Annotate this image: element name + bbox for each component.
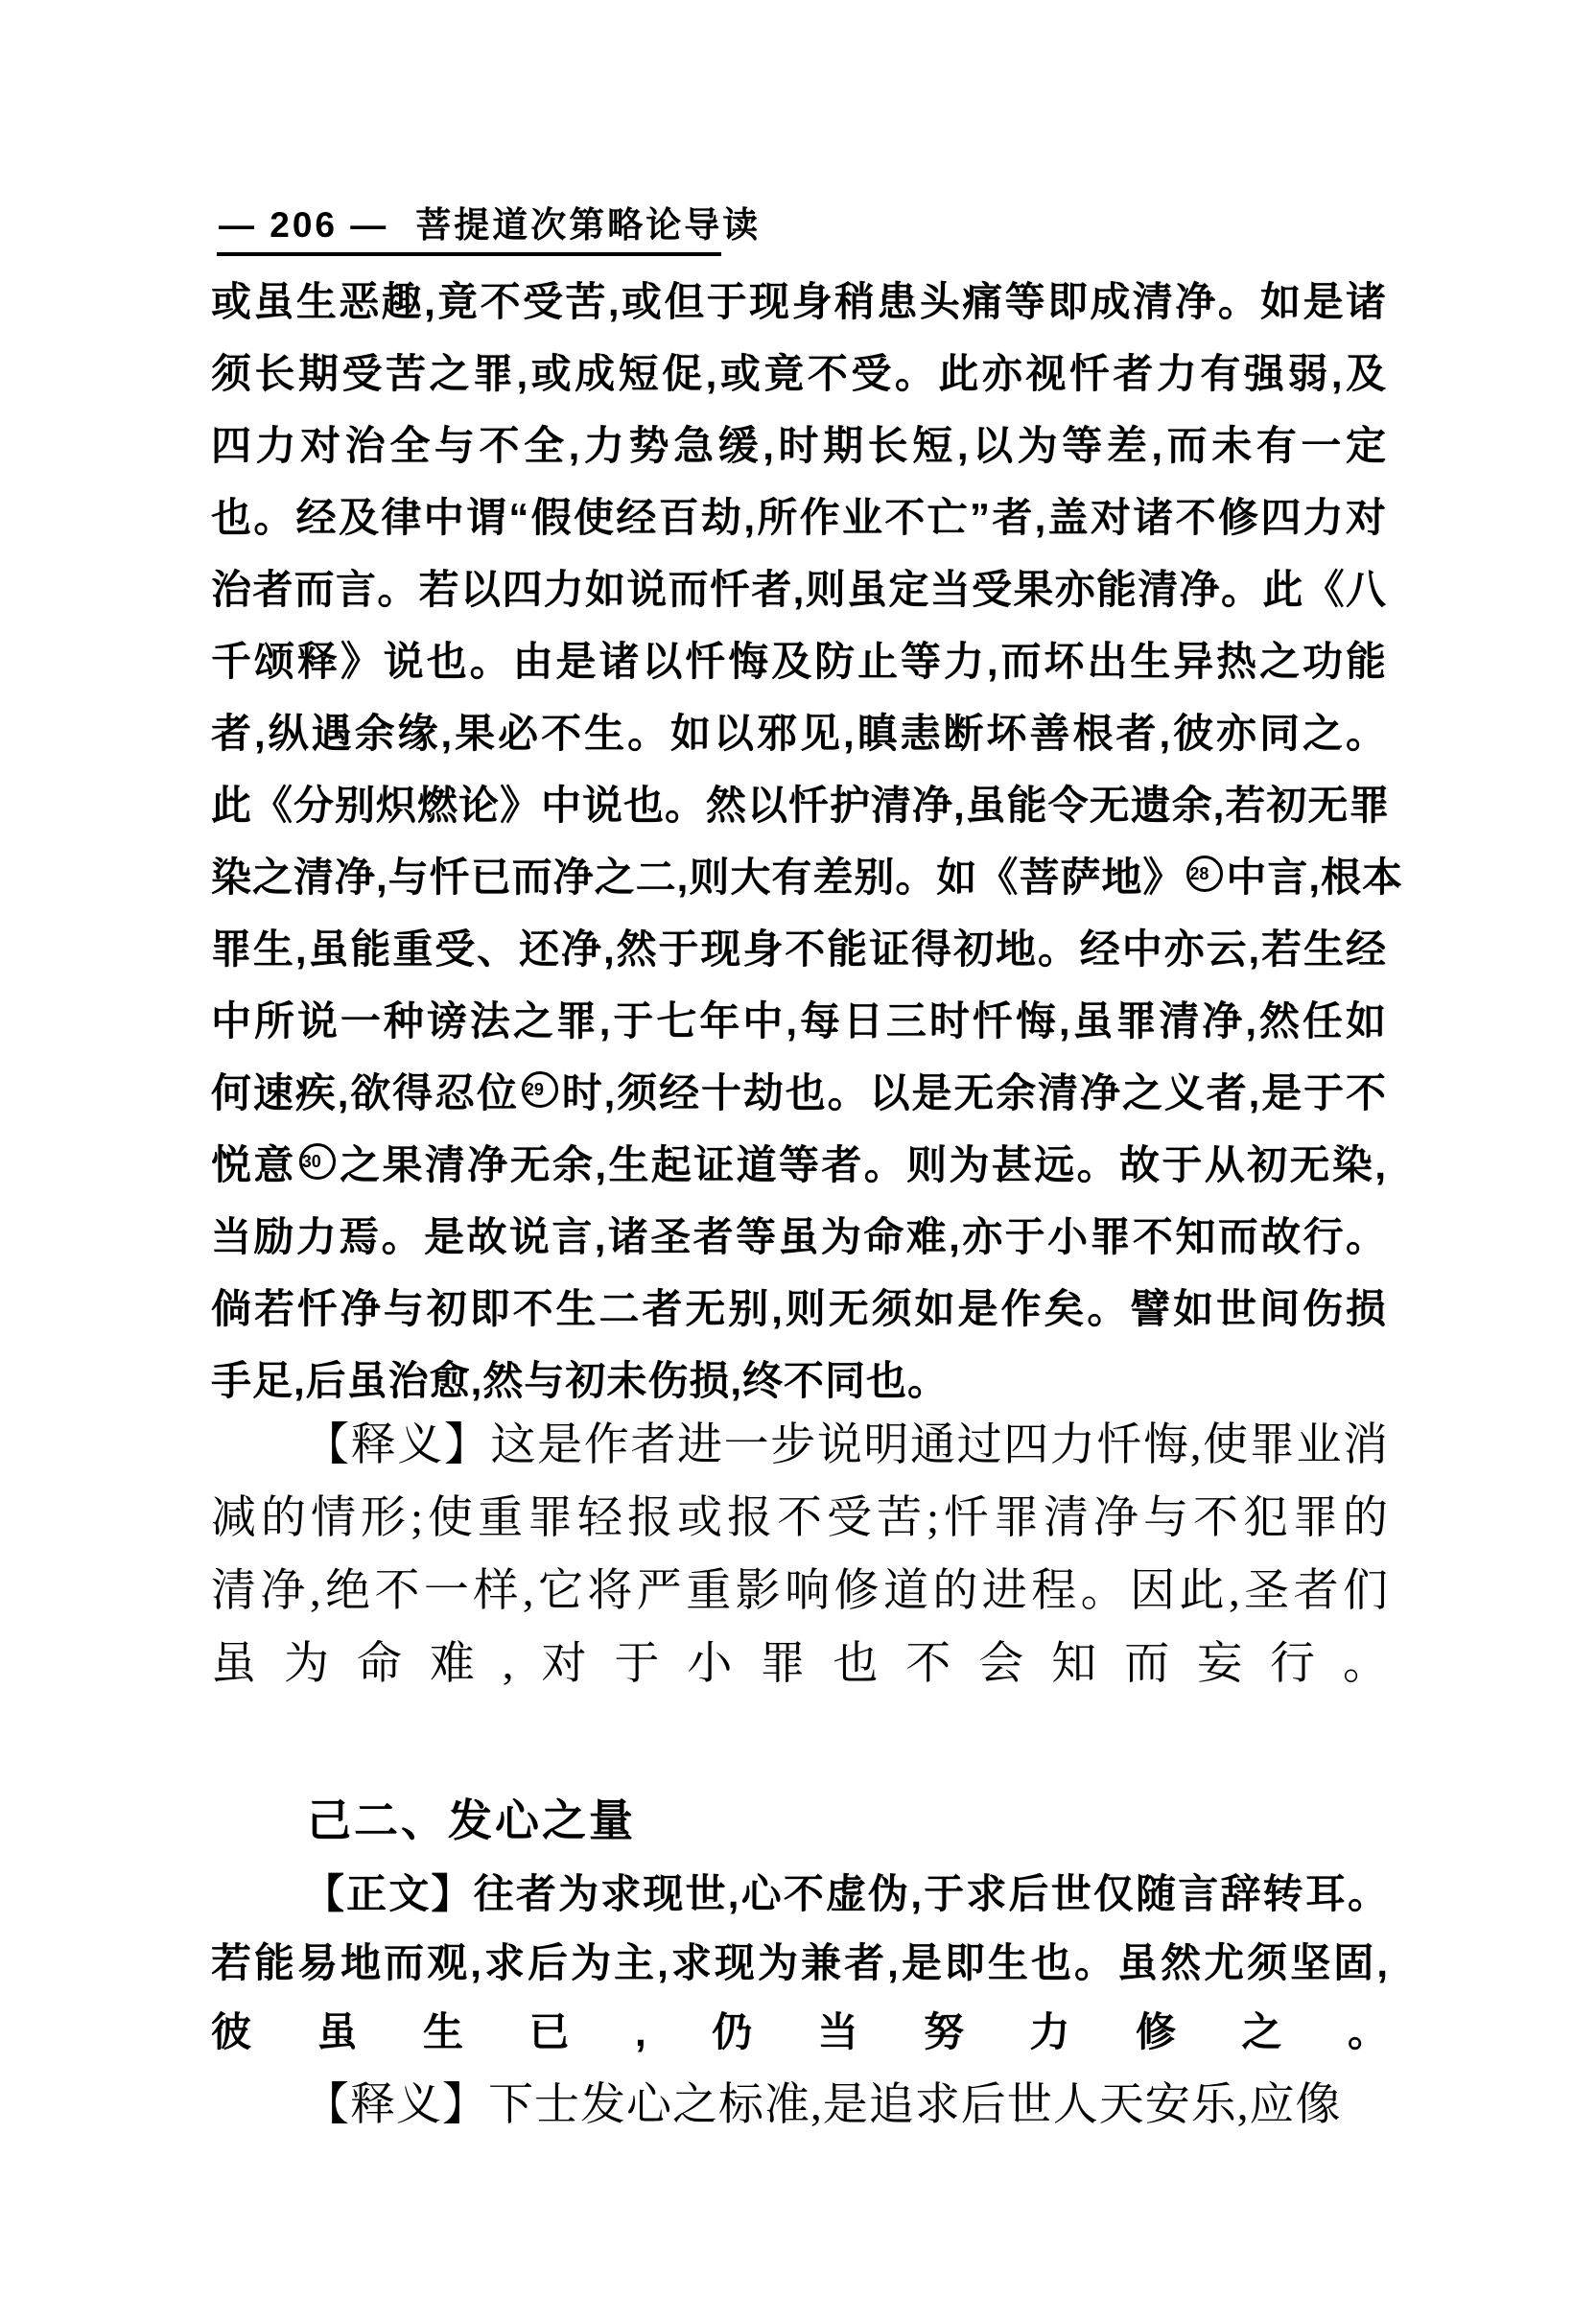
body-line [211,1057,1387,1129]
zhengwen-line: 【正文】往者为求现世,心不虚伪,于求后世仅随言辞转耳。 [304,1871,1389,1916]
shiyi-line: 虽为命难,对于小罪也不会知而妄行。 [211,1639,1389,1689]
footnote-ref-29: 29 [522,1071,558,1108]
shiyi-line: 清净,绝不一样,它将严重影响修道的进程。因此,圣者们 [211,1566,1389,1616]
zhengwen-block-2 [211,1860,1389,2067]
body-line-text: 时,须经十劫也。以是无余清净之义者,是于不 [560,1070,1387,1115]
body-line-text: 中言,根本 [1226,855,1404,900]
body-line: 千颂释》说也。由是诸以忏悔及防止等力,而坏出生异热之功能 [211,639,1387,684]
body-line: 治者而言。若以四力如说而忏者,则虽定当受果亦能清净。此《八 [211,567,1387,612]
body-line: 倘若忏净与初即不生二者无别,则无须如是作矣。譬如世间伤损 [211,1286,1387,1331]
shiyi-block-2 [211,2069,1389,2142]
shiyi-line: 【释义】这是作者进一步说明通过四力忏悔,使罪业消 [304,1420,1389,1470]
shiyi-block-1 [211,1409,1389,1700]
body-line [211,841,1404,913]
shiyi-line: 【释义】下士发心之标准,是追求后世人天安乐,应像 [304,2080,1342,2130]
body-line: 此《分别炽燃论》中说也。然以忏护清净,虽能令无遗余,若初无罪 [211,783,1391,828]
zhengwen-line: 若能易地而观,求后为主,求现为兼者,是即生也。虽然尤须坚固, [211,1940,1389,1985]
header-rule [217,252,721,256]
shiyi-line: 减的情形;使重罪轻报或报不受苦;忏罪清净与不犯罪的 [211,1493,1389,1543]
body-line: 四力对治全与不全,力势急缓,时期长短,以为等差,而未有一定 [211,423,1387,468]
zhengwen-line: 彼虽生已,仍当努力修之。 [211,2009,1389,2054]
footnote-ref-28: 28 [1186,856,1223,892]
body-line-text: 染之清净,与忏已而净之二,则大有差别。如《菩萨地》 [211,855,1185,900]
body-line [211,1129,1387,1201]
body-line: 或虽生恶趣,竟不受苦,或但于现身稍患头痛等即成清净。如是诸 [211,279,1387,324]
body-line-text: 之果清净无余,生起证道等者。则为甚远。故于从初无染, [338,1142,1387,1187]
book-title: 菩提道次第略论导读 [415,205,762,245]
page-number: — 206 — [219,205,389,245]
body-line: 当励力焉。是故说言,诸圣者等虽为命难,亦于小罪不知而故行。 [211,1214,1387,1259]
body-line: 中所说一种谤法之罪,于七年中,每日三时忏悔,虽罪清净,然任如 [211,998,1387,1043]
page-header [219,196,761,247]
body-line: 也。经及律中谓“假使经百劫,所作业不亡”者,盖对诸不修四力对 [211,495,1387,540]
main-text-block [211,266,1404,1417]
section-heading: 己二、发心之量 [307,1795,636,1845]
body-line: 须长期受苦之罪,或成短促,或竟不受。此亦视忏者力有强弱,及 [211,351,1387,396]
body-line: 手足,后虽治愈,然与初未伤损,终不同也。 [211,1358,950,1403]
body-line: 罪生,虽能重受、还净,然于现身不能证得初地。经中亦云,若生经 [211,926,1387,972]
body-line-text: 何速疾,欲得忍位 [211,1070,519,1115]
footnote-ref-30: 30 [299,1143,336,1180]
body-line-text: 悦意 [211,1142,296,1187]
body-line: 者,纵遇余缘,果必不生。如以邪见,瞋恚断坏善根者,彼亦同之。 [211,711,1387,756]
